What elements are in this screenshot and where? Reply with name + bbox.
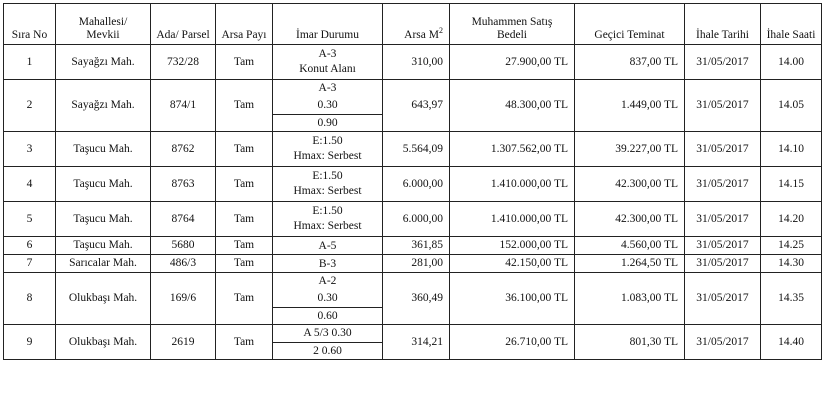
cell-arsa-payi: Tam: [216, 167, 273, 202]
cell-imar-durumu: [273, 273, 383, 325]
cell-gecici-teminat: 837,00 TL: [575, 45, 685, 80]
imar-line: 0.30: [317, 292, 338, 304]
header-row: [4, 4, 822, 45]
cell-ihale-tarihi: 31/05/2017: [685, 202, 761, 237]
header-arsa-superscript: 2: [439, 26, 443, 36]
imar-line: E:1.50: [312, 205, 343, 217]
cell-ihale-saati: 14.40: [761, 325, 822, 360]
cell-muhammen-bedel: 48.300,00 TL: [450, 80, 575, 132]
cell-arsa-payi: Tam: [216, 45, 273, 80]
cell-imar-durumu: [273, 132, 383, 167]
cell-mahalle: Taşucu Mah.: [56, 237, 151, 255]
imar-line: A-3: [318, 82, 337, 94]
cell-imar-durumu: [273, 80, 383, 132]
cell-muhammen-bedel: 26.710,00 TL: [450, 325, 575, 360]
header-arsa-label: Arsa M: [404, 29, 439, 41]
cell-arsa-m2: 643,97: [383, 80, 450, 132]
cell-ihale-tarihi: 31/05/2017: [685, 167, 761, 202]
header-bedel-line2: Bedeli: [496, 29, 528, 41]
header-saat-label: İhale Saati: [766, 29, 816, 41]
header-bedel: [450, 4, 575, 45]
cell-sira-no: 7: [4, 255, 56, 273]
cell-gecici-teminat: 1.264,50 TL: [575, 255, 685, 273]
cell-ada-parsel: 486/3: [151, 255, 216, 273]
imar-line: Hmax: Serbest: [293, 150, 362, 162]
cell-mahalle: Sayağzı Mah.: [56, 45, 151, 80]
header-mahalle-line2: Mevkii: [86, 29, 120, 41]
cell-ihale-tarihi: 31/05/2017: [685, 237, 761, 255]
imar-line: A-5: [318, 239, 337, 252]
auction-table: [3, 3, 822, 360]
cell-arsa-payi: Tam: [216, 132, 273, 167]
cell-ihale-saati: 14.05: [761, 80, 822, 132]
header-mahalle-line1: Mahallesi/: [78, 16, 128, 28]
cell-arsa-m2: 314,21: [383, 325, 450, 360]
cell-arsa-m2: 5.564,09: [383, 132, 450, 167]
imar-line: 0.60: [273, 307, 382, 324]
imar-line: Hmax: Serbest: [293, 220, 362, 232]
imar-line: A-3: [318, 48, 337, 60]
cell-imar-durumu: [273, 167, 383, 202]
table-row: [4, 80, 822, 132]
cell-gecici-teminat: 42.300,00 TL: [575, 167, 685, 202]
cell-gecici-teminat: 1.449,00 TL: [575, 80, 685, 132]
cell-sira-no: 2: [4, 80, 56, 132]
header-pay: [216, 4, 273, 45]
cell-muhammen-bedel: 1.410.000,00 TL: [450, 202, 575, 237]
cell-arsa-m2: 310,00: [383, 45, 450, 80]
imar-line: A 5/3 0.30: [303, 327, 352, 339]
header-pay-label: Arsa Payı: [221, 29, 267, 41]
cell-ihale-tarihi: 31/05/2017: [685, 132, 761, 167]
imar-line: 2 0.60: [273, 342, 382, 359]
cell-ihale-tarihi: 31/05/2017: [685, 255, 761, 273]
header-bedel-line1: Muhammen Satış: [471, 16, 553, 28]
table-row: [4, 325, 822, 360]
cell-arsa-m2: 360,49: [383, 273, 450, 325]
cell-arsa-m2: 281,00: [383, 255, 450, 273]
cell-sira-no: 9: [4, 325, 56, 360]
cell-mahalle: Taşucu Mah.: [56, 132, 151, 167]
cell-sira-no: 5: [4, 202, 56, 237]
cell-ada-parsel: 8762: [151, 132, 216, 167]
cell-ihale-tarihi: 31/05/2017: [685, 273, 761, 325]
cell-imar-durumu: [273, 202, 383, 237]
imar-line: B-3: [318, 257, 337, 270]
cell-ihale-tarihi: 31/05/2017: [685, 45, 761, 80]
cell-ada-parsel: 8764: [151, 202, 216, 237]
cell-sira-no: 3: [4, 132, 56, 167]
cell-ihale-saati: 14.35: [761, 273, 822, 325]
cell-imar-durumu: [273, 255, 383, 273]
cell-mahalle: Olukbaşı Mah.: [56, 273, 151, 325]
table-row: [4, 167, 822, 202]
cell-muhammen-bedel: 27.900,00 TL: [450, 45, 575, 80]
cell-ihale-saati: 14.10: [761, 132, 822, 167]
table-row: [4, 132, 822, 167]
table-row: [4, 255, 822, 273]
header-tarih: [685, 4, 761, 45]
cell-arsa-payi: Tam: [216, 325, 273, 360]
header-teminat: [575, 4, 685, 45]
cell-gecici-teminat: 4.560,00 TL: [575, 237, 685, 255]
cell-muhammen-bedel: 152.000,00 TL: [450, 237, 575, 255]
cell-ada-parsel: 5680: [151, 237, 216, 255]
cell-ada-parsel: 169/6: [151, 273, 216, 325]
header-arsa: [383, 4, 450, 45]
imar-line: A-2: [318, 275, 337, 287]
header-saat: [761, 4, 822, 45]
cell-ada-parsel: 2619: [151, 325, 216, 360]
header-tarih-label: İhale Tarihi: [696, 29, 749, 41]
cell-imar-durumu: [273, 325, 383, 360]
cell-sira-no: 6: [4, 237, 56, 255]
header-imar: [273, 4, 383, 45]
cell-arsa-payi: Tam: [216, 80, 273, 132]
cell-muhammen-bedel: 1.307.562,00 TL: [450, 132, 575, 167]
cell-arsa-m2: 361,85: [383, 237, 450, 255]
cell-gecici-teminat: 1.083,00 TL: [575, 273, 685, 325]
cell-ihale-tarihi: 31/05/2017: [685, 80, 761, 132]
cell-mahalle: Olukbaşı Mah.: [56, 325, 151, 360]
cell-ada-parsel: 8763: [151, 167, 216, 202]
cell-ihale-saati: 14.15: [761, 167, 822, 202]
cell-arsa-payi: Tam: [216, 273, 273, 325]
cell-mahalle: Sarıcalar Mah.: [56, 255, 151, 273]
cell-gecici-teminat: 801,30 TL: [575, 325, 685, 360]
cell-ihale-saati: 14.25: [761, 237, 822, 255]
table-row: [4, 45, 822, 80]
cell-arsa-payi: Tam: [216, 255, 273, 273]
cell-ihale-saati: 14.30: [761, 255, 822, 273]
header-mahalle: [56, 4, 151, 45]
cell-arsa-payi: Tam: [216, 237, 273, 255]
table-row: [4, 273, 822, 325]
cell-muhammen-bedel: 42.150,00 TL: [450, 255, 575, 273]
imar-line: E:1.50: [312, 135, 343, 147]
cell-ihale-saati: 14.20: [761, 202, 822, 237]
cell-ada-parsel: 874/1: [151, 80, 216, 132]
cell-sira-no: 4: [4, 167, 56, 202]
cell-arsa-m2: 6.000,00: [383, 167, 450, 202]
cell-mahalle: Taşucu Mah.: [56, 202, 151, 237]
table-body: [4, 45, 822, 360]
header-ada: [151, 4, 216, 45]
imar-line: Hmax: Serbest: [293, 185, 362, 197]
table-row: [4, 237, 822, 255]
imar-line: 0.90: [273, 114, 382, 131]
cell-gecici-teminat: 42.300,00 TL: [575, 202, 685, 237]
cell-muhammen-bedel: 1.410.000,00 TL: [450, 167, 575, 202]
cell-ada-parsel: 732/28: [151, 45, 216, 80]
cell-mahalle: Sayağzı Mah.: [56, 80, 151, 132]
cell-ihale-tarihi: 31/05/2017: [685, 325, 761, 360]
cell-ihale-saati: 14.00: [761, 45, 822, 80]
header-imar-label: İmar Durumu: [296, 29, 359, 41]
imar-line: Konut Alanı: [299, 63, 356, 75]
cell-imar-durumu: [273, 45, 383, 80]
cell-sira-no: 8: [4, 273, 56, 325]
cell-mahalle: Taşucu Mah.: [56, 167, 151, 202]
imar-line: 0.30: [317, 99, 338, 111]
cell-sira-no: 1: [4, 45, 56, 80]
header-ada-label: Ada/ Parsel: [156, 29, 210, 41]
header-teminat-label: Geçici Teminat: [594, 29, 665, 41]
table-row: [4, 202, 822, 237]
cell-imar-durumu: [273, 237, 383, 255]
header-sira: [4, 4, 56, 45]
cell-muhammen-bedel: 36.100,00 TL: [450, 273, 575, 325]
imar-line: E:1.50: [312, 170, 343, 182]
cell-arsa-m2: 6.000,00: [383, 202, 450, 237]
cell-arsa-payi: Tam: [216, 202, 273, 237]
cell-gecici-teminat: 39.227,00 TL: [575, 132, 685, 167]
auction-table-container: [3, 3, 822, 360]
header-sira-label: Sıra No: [11, 29, 48, 41]
